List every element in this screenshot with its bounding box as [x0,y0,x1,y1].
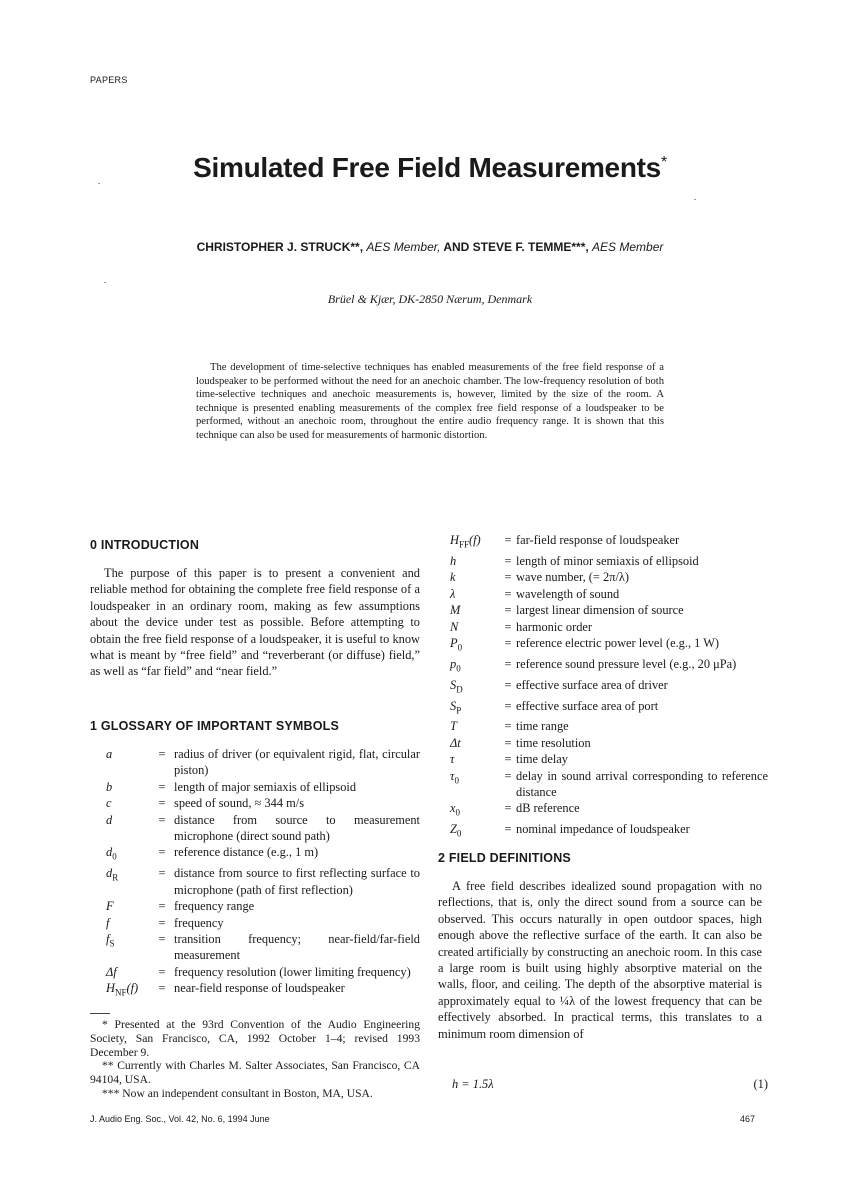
glossary-definition: near-field response of loudspeaker [174,981,345,996]
right_items-entry [450,735,768,751]
right_items-entry [450,586,768,602]
right_items-entry [450,718,768,734]
left_items-entry [90,964,420,980]
author-line: CHRISTOPHER J. STRUCK**, AES Member, AND STEVE F. TEMME***, AES Member [196,240,664,254]
footnote-1: * Presented at the 93rd Convention of the Audio Engineering Society, San Francisco, CA, 1992 October 1–4; revised 1993 December 9. [90,1018,420,1059]
glossary-symbol [450,569,500,585]
footnotes [90,1018,420,1101]
glossary-symbol [450,602,500,618]
glossary-right-list [450,532,768,842]
glossary-symbol-main: N [450,619,459,634]
section-2-body: A free field describes idealized sound propagation with no reflections, that is, only the direct sound from a source can be observed. This occurs naturally in open outdoor spaces, high enough above the reflective surface of the earth. It can also be created artificially by constructing an anechoic room. In this case a large room is built using highly absorptive material on the walls, floor, and ceiling. The depth of the absorptive material is approximately equal to ¼λ of the lowest frequency that can be effectively absorbed. In practical terms, this translates to a minimum room dimension of [438,879,762,1041]
glossary-symbol-main: T [450,719,457,734]
right_items-entry [450,800,768,821]
section-label: PAPERS [90,75,128,85]
glossary-symbol-main: b [106,779,113,794]
right_items-entry [450,532,768,553]
glossary-symbol-main: P [450,635,458,650]
left_items-entry [90,865,420,898]
glossary-definition: frequency range [174,899,255,914]
glossary-symbol-main: λ [450,586,456,601]
glossary-symbol-main: Δt [450,735,461,750]
right_items-entry [450,635,768,656]
glossary-symbol-subscript: D [456,684,463,695]
left_items-entry [90,915,420,931]
glossary-definition: effective surface area of driver [516,677,668,692]
right_items-entry [450,751,768,767]
glossary-symbol-subscript: 0 [455,807,460,818]
glossary-symbol [90,746,150,762]
glossary-equals: = [504,570,512,585]
glossary-symbol-main: S [450,677,457,692]
glossary-definition: time resolution [516,735,591,750]
glossary-symbol-main: M [450,603,461,618]
glossary-definition: reference electric power level (e.g., 1 W) [516,635,720,650]
glossary-definition: reference sound pressure level (e.g., 20 μPa) [516,656,737,671]
glossary-definition: time delay [516,752,568,767]
left_items-entry [90,812,420,845]
glossary-definition: harmonic order [516,619,593,634]
glossary-symbol [450,619,500,635]
glossary-symbol-subscript: 0 [456,828,462,839]
glossary-symbol-subscript: 0 [456,663,461,674]
equation-text: h = 1.5λ [452,1077,494,1091]
section-2-heading: 2 FIELD DEFINITIONS [438,851,571,865]
glossary-equals: = [158,964,166,979]
glossary-equals: = [504,635,512,650]
author-1-role: AES Member, [366,240,441,254]
glossary-definition: time range [516,719,569,734]
glossary-symbol-subscript: R [112,872,119,883]
left_items-entry [90,931,420,964]
glossary-definition: wavelength of sound [516,586,620,601]
glossary-definition: radius of driver (or equivalent rigid, flat, circular piston) [174,747,420,778]
glossary-symbol-subscript: P [456,705,462,715]
glossary-symbol [450,532,500,553]
glossary-definition: dB reference [516,801,580,816]
glossary-definition: effective surface area of port [516,698,659,713]
glossary-symbol-main: d [106,812,113,827]
glossary-symbol-main: a [106,747,113,761]
left_items-entry [90,898,420,914]
glossary-definition: frequency resolution (lower limiting frequency) [174,964,411,979]
glossary-symbol [90,980,150,1001]
right_items-entry [450,569,768,585]
author-2-role: AES Member [592,240,664,254]
glossary-equals: = [504,553,512,568]
right_items-entry [450,619,768,635]
glossary-symbol [450,718,500,734]
glossary-symbol [450,553,500,569]
glossary-definition: speed of sound, ≈ 344 m/s [174,796,305,811]
glossary-equals: = [158,915,166,930]
journal-citation: J. Audio Eng. Soc., Vol. 42, No. 6, 1994 June [90,1114,270,1124]
glossary-equals: = [504,822,512,837]
glossary-symbol [450,821,500,842]
glossary-symbol-main: f [106,931,110,946]
glossary-equals: = [504,801,512,816]
glossary-symbol-main: Z [450,822,457,837]
glossary-symbol-main: H [450,533,459,547]
author-joiner: AND [443,240,470,254]
left_items-entry [90,980,420,1001]
glossary-symbol [90,865,150,886]
glossary-symbol-main: d [106,866,113,881]
left_items-entry [90,746,420,779]
glossary-symbol [90,844,150,865]
glossary-equals: = [504,719,512,734]
glossary-symbol [450,635,500,656]
glossary-symbol-main: c [106,796,112,811]
scan-speck [98,183,100,184]
glossary-symbol-main: H [106,981,115,996]
right_items-entry [450,553,768,569]
right_items-entry [450,698,768,719]
glossary-symbol [450,800,500,821]
glossary-definition: distance from source to first reflecting surface to microphone (path of first reflection) [174,866,420,897]
section-1-heading: 1 GLOSSARY OF IMPORTANT SYMBOLS [90,719,340,733]
affiliation: Brüel & Kjær, DK-2850 Nærum, Denmark [327,292,533,306]
right_items-entry [450,768,768,801]
title-text: Simulated Free Field Measurements [193,152,661,183]
glossary-equals: = [504,677,512,692]
glossary-equals: = [504,586,512,601]
right_items-entry [450,602,768,618]
glossary-symbol-main: d [106,845,113,860]
author-2-name: STEVE F. TEMME*** [472,240,586,254]
glossary-symbol-argument: (f) [468,533,481,547]
glossary-equals: = [504,698,512,713]
glossary-symbol [90,795,150,811]
glossary-equals: = [158,747,166,761]
right_items-entry [450,656,768,677]
glossary-equals: = [158,899,166,914]
glossary-symbol [450,677,500,698]
glossary-equals: = [504,735,512,750]
glossary-equals: = [158,866,166,881]
footnote-rule [90,1013,110,1014]
glossary-symbol-main: f [106,915,110,930]
glossary-definition: far-field response of loudspeaker [516,533,680,547]
glossary-equals: = [158,796,166,811]
glossary-equals: = [504,768,512,783]
glossary-symbol-subscript: 0 [112,851,117,862]
author-1-name: CHRISTOPHER J. STRUCK** [196,240,360,254]
glossary-equals: = [504,603,512,618]
glossary-symbol-subscript: NF [114,987,127,998]
paper-title [0,152,860,184]
glossary-definition: delay in sound arrival corresponding to reference distance [516,768,768,800]
glossary-symbol-main: Δf [106,964,117,979]
glossary-symbol [90,964,150,980]
glossary-symbol-main: x [450,801,456,816]
glossary-symbol-argument: (f) [126,981,139,996]
glossary-symbol [90,779,150,795]
glossary-definition: length of minor semiaxis of ellipsoid [516,553,699,568]
glossary-equals: = [158,779,166,794]
left_items-entry [90,795,420,811]
glossary-symbol-subscript: S [109,938,115,949]
glossary-symbol-main: τ [450,752,455,767]
glossary-symbol [450,586,500,602]
scan-speck [694,199,696,200]
glossary-symbol [90,915,150,931]
glossary-definition: reference distance (e.g., 1 m) [174,845,319,860]
glossary-symbol [90,812,150,828]
page-number: 467 [740,1114,756,1124]
glossary-symbol-main: p [450,656,457,671]
glossary-equals: = [504,533,512,547]
glossary-equals: = [158,981,166,996]
glossary-definition: length of major semiaxis of ellipsoid [174,779,357,794]
glossary-equals: = [504,656,512,671]
glossary-symbol [90,931,150,952]
section-0-heading: 0 INTRODUCTION [90,538,200,552]
glossary-equals: = [158,845,166,860]
footnote-3: *** Now an independent consultant in Boston, MA, USA. [102,1086,373,1100]
glossary-symbol [450,735,500,751]
equation-number: (1) [753,1077,768,1091]
glossary-symbol-main: k [450,570,456,585]
glossary-equals: = [504,752,512,767]
glossary-symbol [450,656,500,677]
glossary-symbol-main: h [450,553,457,568]
glossary-equals: = [158,812,166,827]
right_items-entry [450,677,768,698]
footnote-2: ** Currently with Charles M. Salter Associates, San Francisco, CA 94104, USA. [90,1059,420,1087]
left_items-entry [90,844,420,865]
equation-1 [452,1077,768,1092]
left_items-entry [90,779,420,795]
abstract: The development of time-selective techniques has enabled measurements of the free field response of a loudspeaker to be performed without the need for an anechoic chamber. The low-frequency resolution of both time-selective techniques and anechoic measurements is, however, limited by the size of the room. A technique is presented enabling measurements of the complex free field response of a loudspeaker to be performed, without an anechoic room, throughout the entire audio frequency range. It is shown that this technique can also be used for measurements of harmonic distortion. [196,362,664,441]
glossary-equals: = [504,619,512,634]
glossary-symbol-main: S [450,698,457,713]
glossary-left-list [90,746,420,1001]
glossary-symbol-main: τ [450,768,455,783]
glossary-symbol-subscript: 0 [454,775,459,786]
right_items-entry [450,821,768,842]
glossary-symbol-subscript: 0 [457,642,463,653]
glossary-equals: = [158,931,166,946]
section-0-body: The purpose of this paper is to present a convenient and reliable method for obtaining the complete free field response of a loudspeaker in an ordinary room, making as few assumptions about the device under test as possible. Before attempting to obtain the free field response of a loudspeaker, it is useful to know what is meant by “free field” and “reverberant (or diffuse) field,” as well as “far field” and “near field.” [90,566,420,679]
glossary-symbol [90,898,150,914]
glossary-symbol [450,768,500,789]
glossary-definition: transition frequency; near-field/far-field measurement [174,931,420,963]
title-footnote-mark: * [660,154,667,171]
glossary-symbol [450,698,500,719]
glossary-definition: largest linear dimension of source [516,603,684,618]
glossary-definition: frequency [174,915,224,930]
glossary-symbol-main: F [106,899,114,914]
glossary-definition: distance from source to measurement microphone (direct sound path) [174,812,420,844]
glossary-symbol [450,751,500,767]
glossary-definition: nominal impedance of loudspeaker [516,822,690,837]
glossary-definition: wave number, (= 2π/λ) [516,570,630,585]
glossary-symbol-subscript: FF [458,539,469,550]
scan-speck [104,282,106,283]
